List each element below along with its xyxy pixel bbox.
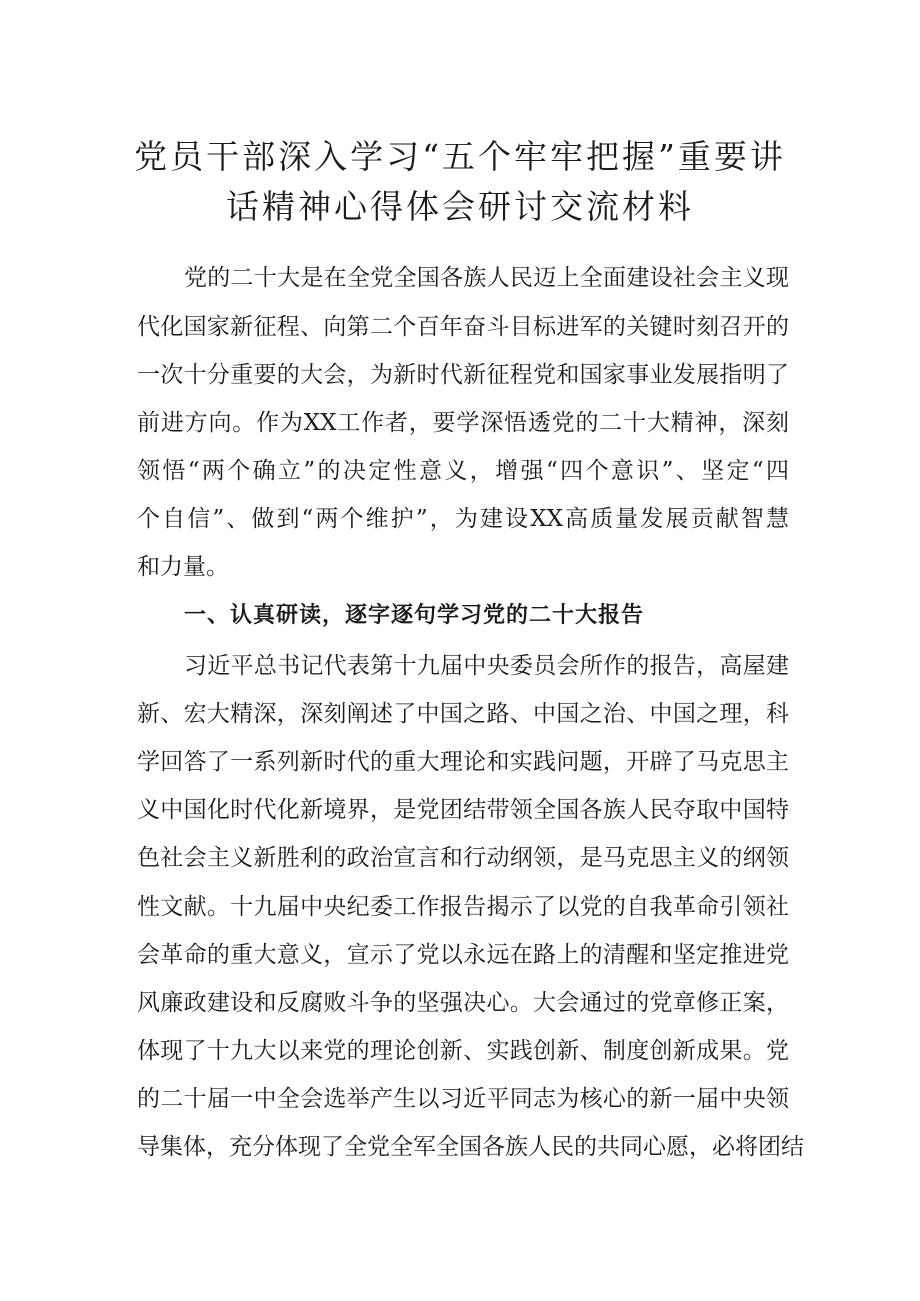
paragraph-line: 代化国家新征程、向第二个百年奋斗目标进军的关键时刻召开的 xyxy=(137,314,789,340)
paragraph-line: 和力量。 xyxy=(137,554,229,580)
paragraph-line: 个自信”、做到“两个维护”，为建设XX高质量发展贡献智慧 xyxy=(137,506,789,532)
paragraph-line: 会革命的重大意义，宣示了党以永远在路上的清醒和坚定推进党 xyxy=(137,942,789,968)
paragraph-line: 风廉政建设和反腐败斗争的坚强决心。大会通过的党章修正案， xyxy=(137,990,789,1016)
paragraph-line: 性文献。十九届中央纪委工作报告揭示了以党的自我革命引领社 xyxy=(137,894,789,920)
paragraph-line: 新、宏大精深，深刻阐述了中国之路、中国之治、中国之理，科 xyxy=(137,701,789,727)
paragraph-line: 导集体，充分体现了全党全军全国各族人民的共同心愿，必将团结 xyxy=(137,1134,804,1160)
paragraph-line: 习近平总书记代表第十九届中央委员会所作的报告，高屋建 xyxy=(184,653,789,679)
paragraph-line: 学回答了一系列新时代的重大理论和实践问题，开辟了马克思主 xyxy=(137,749,789,775)
paragraph-line: 一次十分重要的大会，为新时代新征程党和国家事业发展指明了 xyxy=(137,362,789,388)
document-title-line-1: 党员干部深入学习“五个牢牢把握”重要讲 xyxy=(134,137,786,176)
paragraph-line: 领悟“两个确立”的决定性意义，增强“四个意识”、坚定“四 xyxy=(137,458,789,484)
paragraph-line: 义中国化时代化新境界，是党团结带领全国各族人民夺取中国特 xyxy=(137,797,789,823)
paragraph-line: 前进方向。作为XX工作者，要学深悟透党的二十大精神，深刻 xyxy=(137,410,789,436)
paragraph-line: 体现了十九大以来党的理论创新、实践创新、制度创新成果。党 xyxy=(137,1038,789,1064)
paragraph-line: 党的二十大是在全党全国各族人民迈上全面建设社会主义现 xyxy=(184,265,789,291)
paragraph-line: 色社会主义新胜利的政治宣言和行动纲领，是马克思主义的纲领 xyxy=(137,845,789,871)
paragraph-line: 的二十届一中全会选举产生以习近平同志为核心的新一届中央领 xyxy=(137,1086,789,1112)
document-title-line-2: 话精神心得体会研讨交流材料 xyxy=(226,187,694,226)
section-heading: 一、认真研读，逐字逐句学习党的二十大报告 xyxy=(184,603,645,628)
